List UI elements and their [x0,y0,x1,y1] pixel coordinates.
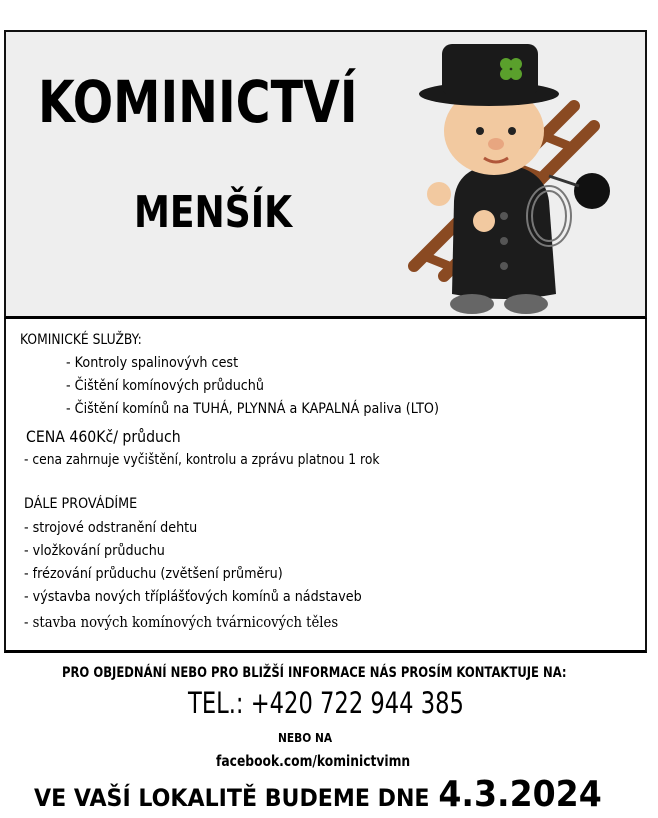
services-heading: KOMINICKÉ SLUŽBY: [20,332,142,348]
contact-section [4,653,647,818]
header [4,30,647,319]
facebook-link: facebook.com/kominictvimn [216,752,411,770]
more-service-item: - vložkování průduchu [24,543,165,559]
more-service-item: - stavba nových komínových tvárnicových těles [24,613,339,631]
phone-number: TEL.: +420 722 944 385 [188,686,464,720]
service-item: - Čištění komínových průduchů [66,378,264,394]
service-item: - Čištění komínů na TUHÁ, PLYNNÁ a KAPALNÁ paliva (LTO) [66,401,439,417]
contact-intro: PRO OBJEDNÁNÍ NEBO PRO BLIŽŠÍ INFORMACE NÁS PROSÍM KONTAKTUJE NA: [62,665,567,681]
visit-date-line [34,774,602,815]
flyer [4,30,650,818]
price-note: - cena zahrnuje vyčištění, kontrolu a zprávu platnou 1 rok [24,452,380,468]
chimney-sweep-icon [384,36,630,318]
visit-date-label: VE VAŠÍ LOKALITĚ BUDEME DNE [34,784,430,812]
more-service-item: - frézování průduchu (zvětšení průměru) [24,566,283,582]
more-service-item: - strojové odstranění dehtu [24,520,198,536]
company-name: MENŠÍK [134,187,293,238]
or-label: NEBO NA [278,730,333,745]
page-title: KOMINICTVÍ [38,68,358,136]
price: CENA 460Kč/ průduch [26,427,181,446]
service-item: - Kontroly spalinovývh cest [66,355,239,371]
more-service-item: - výstavba nových tříplášťových komínů a nádstaveb [24,589,362,605]
more-services-heading: DÁLE PROVÁDÍME [24,496,138,512]
visit-date: 4.3.2024 [438,774,602,815]
services-section [4,319,647,653]
